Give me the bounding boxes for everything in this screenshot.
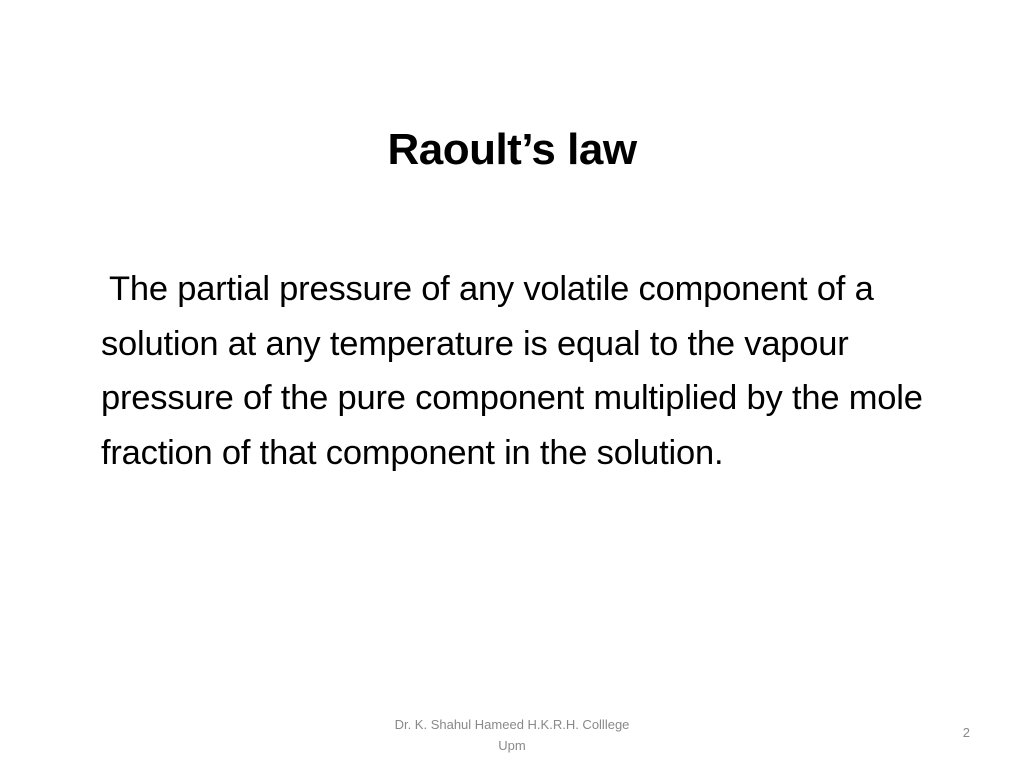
slide-number: 2 — [962, 725, 970, 740]
footer-author-line: Dr. K. Shahul Hameed H.K.R.H. Colllege — [394, 717, 630, 732]
slide-footer — [362, 714, 662, 756]
slide-body-text: The partial pressure of any volatile component of a solution at any temperature is equal to the vapour pressure of the pure component multiplied by the mole fraction of that component in the solution. — [101, 270, 923, 472]
footer-location-line: Upm — [498, 738, 526, 753]
slide-title: Raoult’s law — [387, 125, 637, 174]
